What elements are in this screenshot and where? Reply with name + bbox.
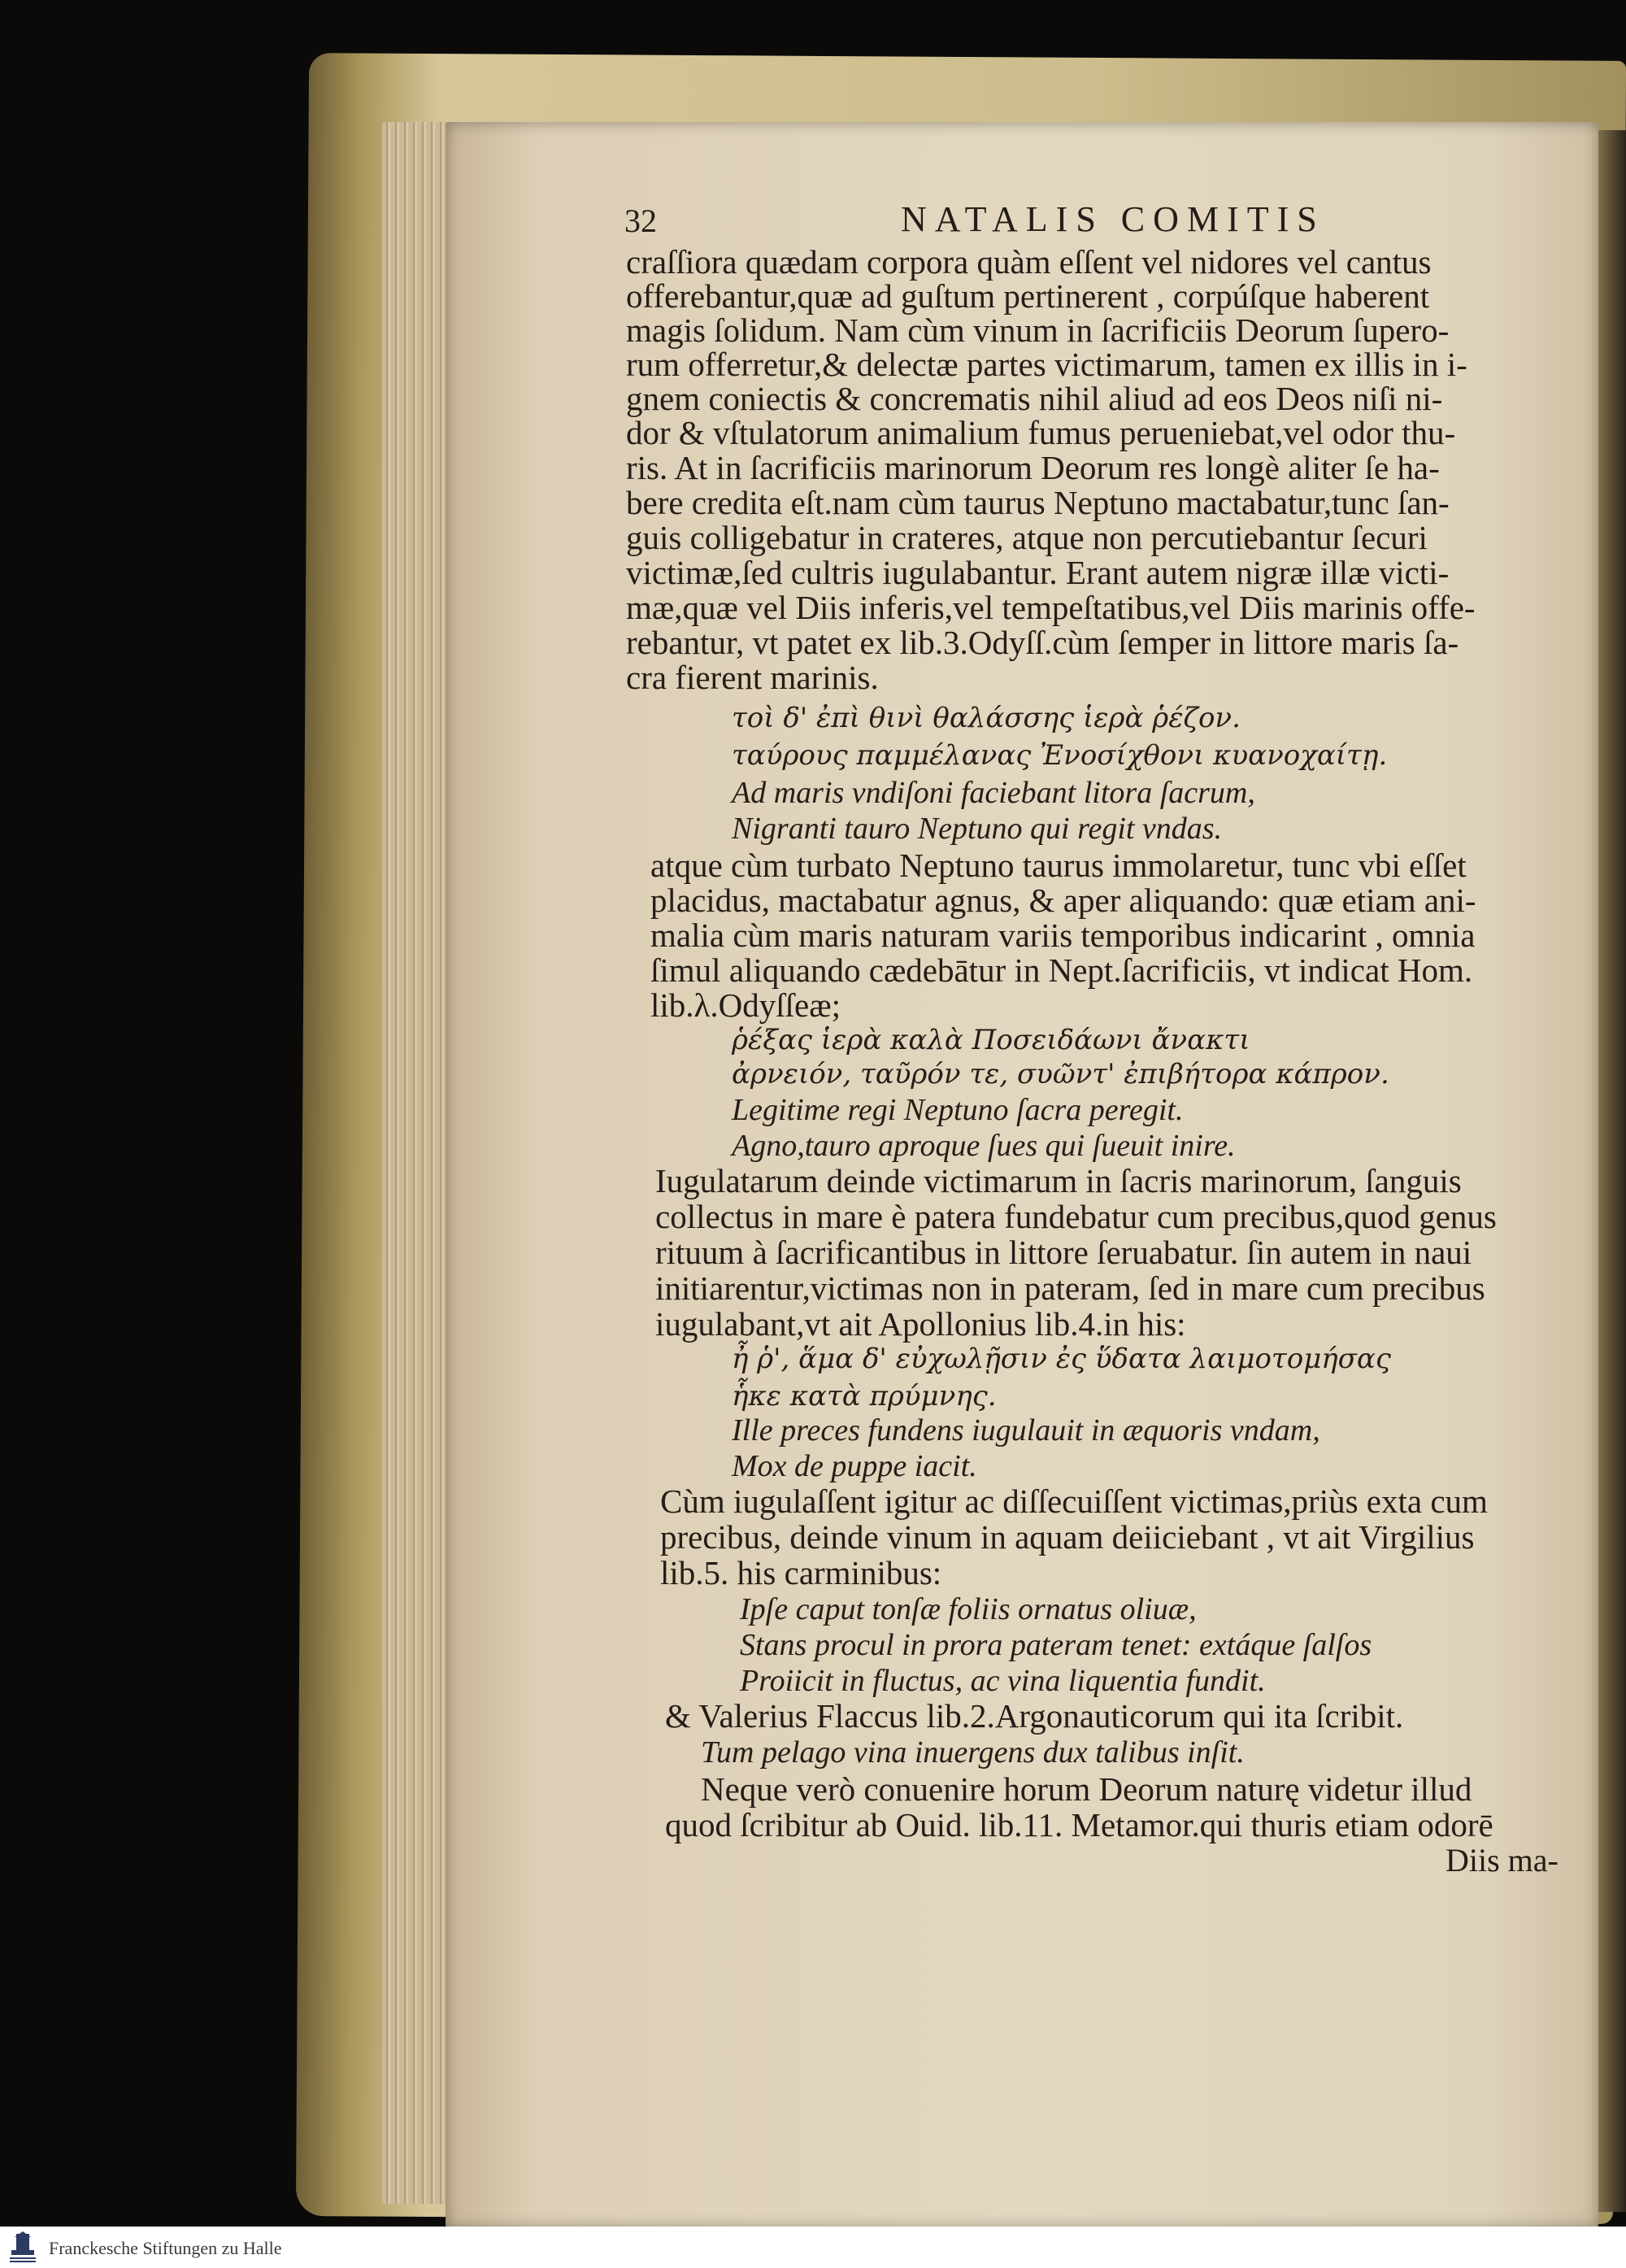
- body-line: bere credita eſt.nam cùm taurus Neptuno mactabatur,tunc ſan-: [626, 484, 1450, 521]
- latin-verse: Ille preces fundens iugulauit in æquoris vndam,: [732, 1413, 1320, 1447]
- greek-verse: ἦ ῥ', ἅμα δ' εὐχωλῇσιν ἐς ὕδατα λαιμοτομήσας: [732, 1343, 1391, 1375]
- body-line: mæ,quæ vel Diis inferis,vel tempeſtatibus,vel Diis marinis offe-: [626, 589, 1476, 626]
- latin-verse: Nigranti tauro Neptuno qui regit vndas.: [732, 812, 1223, 846]
- latin-verse: Legitime regi Neptuno ſacra peregit.: [732, 1093, 1184, 1127]
- body-line: rituum à ſacrificantibus in littore ſeruabatur. ſin autem in naui: [655, 1234, 1472, 1271]
- body-line: dor & vſtulatorum animalium fumus perueniebat,vel odor thu-: [626, 414, 1456, 451]
- body-line: Iugulatarum deinde victimarum in ſacris marinorum, ſanguis: [655, 1162, 1462, 1199]
- latin-verse: Proiicit in fluctus, ac vina liquentia fundit.: [740, 1664, 1266, 1698]
- body-line: rum offerretur,& delectæ partes victimarum, tamen ex illis in i-: [626, 346, 1467, 383]
- greek-verse: ἧκε κατὰ πρύμνης.: [732, 1380, 997, 1413]
- body-line: lib.λ.Odyſſeæ;: [650, 986, 841, 1024]
- greek-verse: ἀρνειόν, ταῦρόν τε, συῶντ' ἐπιβήτορα κάπρον.: [732, 1058, 1389, 1090]
- body-line: ris. At in ſacrificiis marinorum Deorum res longè aliter ſe ha-: [626, 449, 1440, 486]
- page-number: 32: [624, 202, 657, 239]
- body-line: guis colligebatur in crateres, atque non percutiebantur ſecuri: [626, 519, 1428, 556]
- body-line: quod ſcribitur ab Ouid. lib.11. Metamor.qui thuris etiam odorē: [665, 1806, 1493, 1844]
- latin-verse: Agno,tauro aproque ſues qui ſueuit inire.: [732, 1129, 1236, 1163]
- body-line: craſſiora quædam corpora quàm eſſent vel nidores vel cantus: [626, 243, 1432, 281]
- institution-logo-icon: [7, 2231, 39, 2265]
- latin-verse: Ad maris vndiſoni faciebant litora ſacrum,: [732, 776, 1255, 810]
- latin-verse: Stans procul in prora pateram tenet: extáque ſalſos: [740, 1628, 1372, 1662]
- greek-verse: ῥέξας ἱερὰ καλὰ Ποσειδάωνι ἄνακτι: [732, 1024, 1250, 1056]
- body-line: atque cùm turbato Neptuno taurus immolaretur, tunc vbi eſſet: [650, 847, 1467, 884]
- latin-verse: Tum pelago vina inuergens dux talibus inſit.: [701, 1735, 1245, 1770]
- body-line: Neque verò conuenire horum Deorum naturę videtur illud: [701, 1770, 1472, 1808]
- body-line: gnem coniectis & concrematis nihil aliud ad eos Deos niſi ni-: [626, 380, 1443, 417]
- body-line: precibus, deinde vinum in aquam deiiciebant , vt ait Virgilius: [660, 1518, 1475, 1556]
- body-line: placidus, mactabatur agnus, & aper aliquando: quæ etiam ani-: [650, 882, 1476, 919]
- body-line: ſimul aliquando cædebātur in Nept.ſacrificiis, vt indicat Hom.: [650, 951, 1473, 989]
- body-line: cra fierent marinis.: [626, 659, 879, 696]
- greek-verse: τοὶ δ' ἐπὶ θινὶ θαλάσσης ἱερὰ ῥέζον.: [732, 702, 1241, 734]
- body-line: & Valerius Flaccus lib.2.Argonauticorum qui ita ſcribit.: [665, 1697, 1404, 1735]
- greek-verse: ταύρους παμμέλανας Ἐνοσίχθονι κυανοχαίτῃ.: [732, 739, 1388, 772]
- body-line: victimæ,ſed cultris iugulabantur. Erant autem nigræ illæ victi-: [626, 554, 1450, 591]
- catchword: Diis ma-: [1446, 1842, 1559, 1878]
- running-head: NATALIS COMITIS: [901, 199, 1325, 239]
- body-line: lib.5. his carminibus:: [660, 1554, 942, 1591]
- body-line: Cùm iugulaſſent igitur ac diſſecuiſſent victimas,priùs exta cum: [660, 1482, 1488, 1520]
- body-line: iugulabant,vt ait Apollonius lib.4.in his:: [655, 1305, 1186, 1343]
- institution-name: Franckesche Stiftungen zu Halle: [49, 2238, 282, 2258]
- latin-verse: Mox de puppe iacit.: [732, 1449, 977, 1483]
- body-line: magis ſolidum. Nam cùm vinum in ſacrificiis Deorum ſupero-: [626, 311, 1450, 349]
- body-line: offerebantur,quæ ad guſtum pertinerent , corpúſque haberent: [626, 277, 1430, 315]
- body-line: initiarentur,victimas non in pateram, ſed in mare cum precibus: [655, 1269, 1485, 1307]
- latin-verse: Ipſe caput tonſæ foliis ornatus oliuæ,: [740, 1592, 1197, 1626]
- body-line: rebantur, vt patet ex lib.3.Odyſſ.cùm ſemper in littore maris ſa-: [626, 624, 1459, 661]
- body-line: malia cùm maris naturam variis temporibus indicarint , omnia: [650, 916, 1476, 954]
- body-line: collectus in mare è patera fundebatur cum precibus,quod genus: [655, 1198, 1497, 1235]
